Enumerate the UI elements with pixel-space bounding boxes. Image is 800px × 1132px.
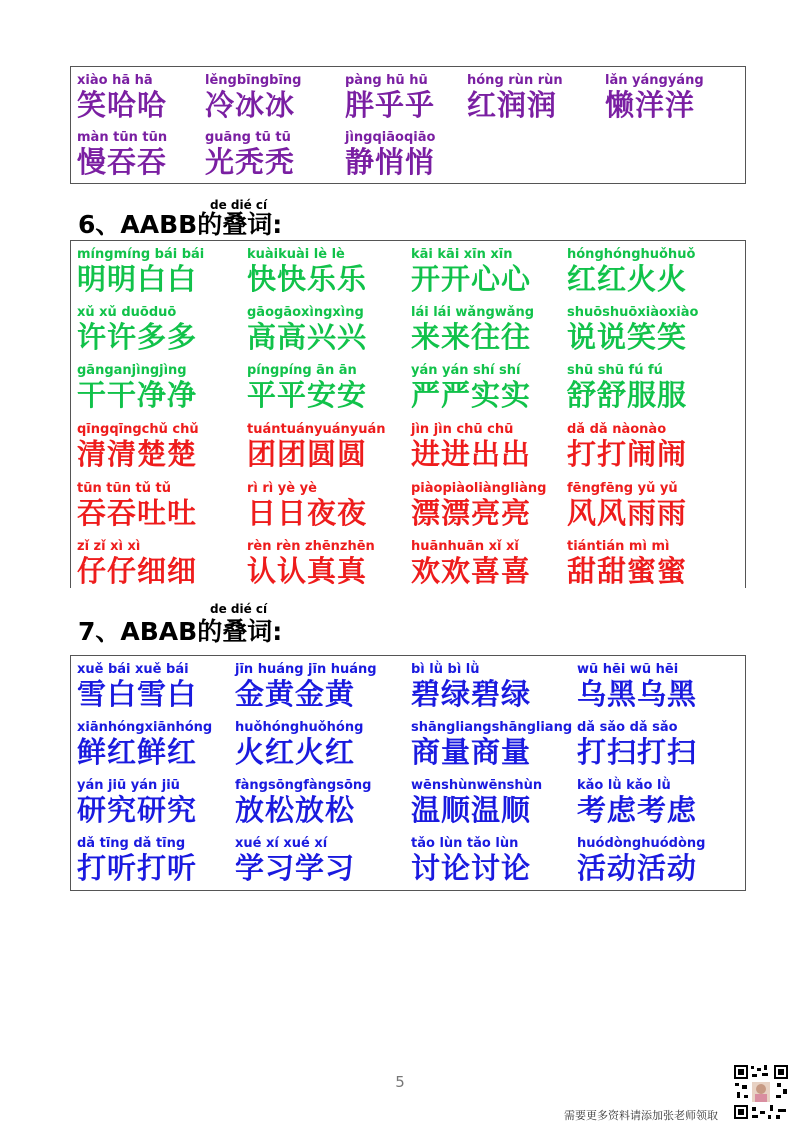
- word-characters: 来来往往: [411, 320, 532, 354]
- aabb-word: [567, 481, 737, 530]
- abab-row: [71, 836, 745, 894]
- word-pinyin: jìn jìn chū chū: [411, 422, 514, 437]
- heading-6-title: 的叠词:: [197, 210, 283, 239]
- aabb-row: [71, 305, 745, 363]
- word-characters: 欢欢喜喜: [411, 554, 532, 588]
- aabb-word: [77, 247, 247, 296]
- abab-word: [411, 778, 581, 827]
- word-characters: 干干净净: [77, 378, 198, 412]
- abab-word: [235, 720, 405, 769]
- word-characters: 漂漂亮亮: [411, 496, 532, 530]
- heading-6-number: 6、AABB: [78, 210, 198, 239]
- word-pinyin: gānganjìngjìng: [77, 363, 187, 378]
- word-pinyin: màn tūn tūn: [77, 130, 168, 145]
- word-box-abb: [70, 66, 746, 184]
- aabb-word: [567, 539, 737, 588]
- word-characters: 商量商量: [411, 735, 532, 769]
- word-characters: 火红火红: [235, 735, 356, 769]
- word-characters: 研究研究: [77, 793, 198, 827]
- abab-word: [577, 778, 747, 827]
- abab-word: [77, 778, 247, 827]
- word-characters: 考虑考虑: [577, 793, 698, 827]
- abb-row: [71, 130, 745, 188]
- word-pinyin: wū hēi wū hēi: [577, 662, 679, 677]
- word-characters: 打听打听: [77, 851, 198, 885]
- word-characters: 懒洋洋: [605, 88, 696, 122]
- word-pinyin: kǎo lǜ kǎo lǜ: [577, 778, 671, 793]
- aabb-row: [71, 363, 745, 421]
- word-pinyin: lǎn yángyáng: [605, 73, 704, 88]
- abab-word: [577, 720, 747, 769]
- abab-row: [71, 778, 745, 836]
- word-pinyin: xué xí xué xí: [235, 836, 328, 851]
- footer-note: 需要更多资料请添加张老师领取: [564, 1109, 718, 1122]
- word-pinyin: wēnshùnwēnshùn: [411, 778, 543, 793]
- heading-6-pinyin: de dié cí: [210, 198, 268, 212]
- abab-word: [411, 720, 581, 769]
- word-pinyin: zǐ zǐ xì xì: [77, 539, 141, 554]
- word-box-aabb: [70, 240, 746, 588]
- word-box-abab: [70, 655, 746, 891]
- aabb-word: [247, 247, 417, 296]
- word-characters: 打打闹闹: [567, 437, 688, 471]
- word-pinyin: gāogāoxìngxìng: [247, 305, 364, 320]
- word-characters: 进进出出: [411, 437, 532, 471]
- word-pinyin: fàngsōngfàngsōng: [235, 778, 372, 793]
- word-pinyin: tūn tūn tǔ tǔ: [77, 481, 171, 496]
- aabb-word: [567, 363, 737, 412]
- word-pinyin: xǔ xǔ duōduō: [77, 305, 177, 320]
- word-characters: 快快乐乐: [247, 262, 368, 296]
- abab-row: [71, 720, 745, 778]
- word-characters: 明明白白: [77, 262, 198, 296]
- word-pinyin: rì rì yè yè: [247, 481, 317, 496]
- word-pinyin: xuě bái xuě bái: [77, 662, 189, 677]
- word-characters: 平平安安: [247, 378, 368, 412]
- word-grid-abb: [71, 67, 745, 183]
- word-characters: 红红火火: [567, 262, 688, 296]
- abab-row: [71, 662, 745, 720]
- word-pinyin: piàopiàoliàngliàng: [411, 481, 547, 496]
- aabb-word: [411, 247, 581, 296]
- aabb-word: [411, 305, 581, 354]
- word-characters: 讨论讨论: [411, 851, 532, 885]
- aabb-row: [71, 422, 745, 480]
- aabb-word: [77, 481, 247, 530]
- word-characters: 光秃秃: [205, 145, 296, 179]
- word-grid-aabb: [71, 241, 745, 588]
- abb-word: [345, 130, 515, 179]
- word-characters: 说说笑笑: [567, 320, 688, 354]
- word-characters: 静悄悄: [345, 145, 436, 179]
- word-characters: 乌黑乌黑: [577, 677, 698, 711]
- heading-7-pinyin: de dié cí: [210, 602, 268, 616]
- word-characters: 鲜红鲜红: [77, 735, 198, 769]
- aabb-word: [411, 422, 581, 471]
- word-characters: 红润润: [467, 88, 558, 122]
- abab-word: [411, 836, 581, 885]
- word-pinyin: yán yán shí shí: [411, 363, 521, 378]
- abab-word: [77, 662, 247, 711]
- word-grid-abab: [71, 656, 745, 890]
- aabb-row: [71, 481, 745, 539]
- word-characters: 慢吞吞: [77, 145, 168, 179]
- qr-code-icon: [732, 1063, 790, 1121]
- abab-word: [235, 836, 405, 885]
- word-characters: 笑哈哈: [77, 88, 168, 122]
- word-pinyin: xiānhóngxiānhóng: [77, 720, 213, 735]
- abab-word: [77, 836, 247, 885]
- word-characters: 放松放松: [235, 793, 356, 827]
- word-pinyin: kuàikuài lè lè: [247, 247, 345, 262]
- word-characters: 团团圆圆: [247, 437, 368, 471]
- word-characters: 风风雨雨: [567, 496, 688, 530]
- word-characters: 雪白雪白: [77, 677, 198, 711]
- aabb-word: [567, 247, 737, 296]
- aabb-word: [411, 481, 581, 530]
- word-pinyin: tiántián mì mì: [567, 539, 670, 554]
- aabb-word: [77, 539, 247, 588]
- aabb-word: [77, 363, 247, 412]
- word-characters: 打扫打扫: [577, 735, 698, 769]
- word-characters: 严严实实: [411, 378, 532, 412]
- aabb-word: [247, 481, 417, 530]
- word-pinyin: huǒhónghuǒhóng: [235, 720, 364, 735]
- aabb-word: [247, 539, 417, 588]
- abab-word: [235, 662, 405, 711]
- word-characters: 开开心心: [411, 262, 532, 296]
- aabb-word: [411, 539, 581, 588]
- heading-7: [78, 612, 282, 648]
- heading-6: [78, 205, 282, 241]
- abab-word: [577, 662, 747, 711]
- abb-row: [71, 73, 745, 131]
- word-characters: 高高兴兴: [247, 320, 368, 354]
- page-number: 5: [395, 1073, 405, 1091]
- word-pinyin: huānhuān xǐ xǐ: [411, 539, 519, 554]
- word-characters: 金黄金黄: [235, 677, 356, 711]
- aabb-word: [77, 422, 247, 471]
- word-pinyin: pàng hū hū: [345, 73, 428, 88]
- word-pinyin: jìngqiāoqiāo: [345, 130, 436, 145]
- word-pinyin: píngpíng ān ān: [247, 363, 357, 378]
- word-characters: 仔仔细细: [77, 554, 198, 588]
- word-pinyin: jīn huáng jīn huáng: [235, 662, 377, 677]
- word-pinyin: tǎo lùn tǎo lùn: [411, 836, 519, 851]
- word-pinyin: yán jiū yán jiū: [77, 778, 180, 793]
- word-pinyin: tuántuányuányuán: [247, 422, 386, 437]
- aabb-word: [247, 363, 417, 412]
- abab-word: [235, 778, 405, 827]
- word-pinyin: rèn rèn zhēnzhēn: [247, 539, 375, 554]
- word-pinyin: bì lǜ bì lǜ: [411, 662, 480, 677]
- word-pinyin: xiào hā hā: [77, 73, 153, 88]
- word-pinyin: fēngfēng yǔ yǔ: [567, 481, 678, 496]
- word-characters: 活动活动: [577, 851, 698, 885]
- word-characters: 舒舒服服: [567, 378, 688, 412]
- word-characters: 认认真真: [247, 554, 368, 588]
- aabb-word: [247, 305, 417, 354]
- word-characters: 日日夜夜: [247, 496, 368, 530]
- heading-7-number: 7、ABAB: [78, 617, 198, 646]
- word-characters: 清清楚楚: [77, 437, 198, 471]
- word-pinyin: shāngliangshāngliang: [411, 720, 573, 735]
- word-pinyin: hóng rùn rùn: [467, 73, 563, 88]
- abab-word: [77, 720, 247, 769]
- word-pinyin: shū shū fú fú: [567, 363, 663, 378]
- word-pinyin: dǎ dǎ nàonào: [567, 422, 667, 437]
- word-pinyin: míngmíng bái bái: [77, 247, 205, 262]
- word-characters: 学习学习: [235, 851, 356, 885]
- aabb-word: [247, 422, 417, 471]
- word-pinyin: guāng tū tū: [205, 130, 291, 145]
- abab-word: [577, 836, 747, 885]
- aabb-row: [71, 539, 745, 597]
- abab-word: [411, 662, 581, 711]
- word-pinyin: shuōshuōxiàoxiào: [567, 305, 699, 320]
- abb-word: [605, 73, 775, 122]
- aabb-word: [411, 363, 581, 412]
- word-characters: 碧绿碧绿: [411, 677, 532, 711]
- word-pinyin: hónghónghuǒhuǒ: [567, 247, 696, 262]
- heading-7-title: 的叠词:: [197, 617, 283, 646]
- aabb-row: [71, 247, 745, 305]
- word-pinyin: lái lái wǎngwǎng: [411, 305, 535, 320]
- word-pinyin: qīngqīngchǔ chǔ: [77, 422, 199, 437]
- word-pinyin: dǎ tīng dǎ tīng: [77, 836, 186, 851]
- word-characters: 甜甜蜜蜜: [567, 554, 688, 588]
- word-pinyin: dǎ sǎo dǎ sǎo: [577, 720, 678, 735]
- word-characters: 吞吞吐吐: [77, 496, 198, 530]
- word-characters: 胖乎乎: [345, 88, 436, 122]
- word-pinyin: lěngbīngbīng: [205, 73, 302, 88]
- word-characters: 许许多多: [77, 320, 198, 354]
- aabb-word: [567, 422, 737, 471]
- aabb-word: [77, 305, 247, 354]
- word-pinyin: huódònghuódòng: [577, 836, 706, 851]
- word-pinyin: kāi kāi xīn xīn: [411, 247, 513, 262]
- aabb-word: [567, 305, 737, 354]
- word-characters: 冷冰冰: [205, 88, 296, 122]
- word-characters: 温顺温顺: [411, 793, 532, 827]
